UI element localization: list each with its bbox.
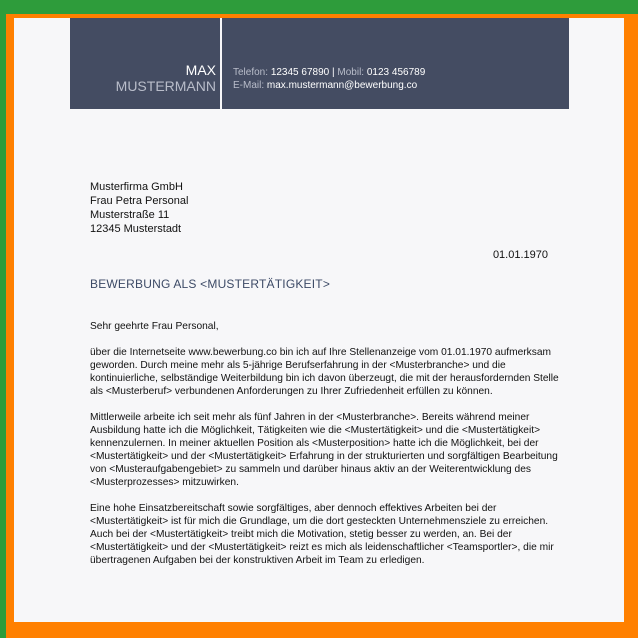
letter-subject: BEWERBUNG ALS <MUSTERTÄTIGKEIT> xyxy=(90,277,331,291)
recipient-city: 12345 Musterstadt xyxy=(90,223,182,235)
mobile-value: 0123 456789 xyxy=(366,67,426,78)
contact-separator: | xyxy=(332,67,335,78)
recipient-street: Musterstraße 11 xyxy=(90,209,170,221)
letter-body xyxy=(90,320,560,580)
green-border-top xyxy=(0,0,638,14)
contact-phone-line xyxy=(233,66,425,79)
letter-date: 01.01.1970 xyxy=(492,249,548,261)
paragraph-3: Eine hohe Einsatzbereitschaft sowie sorgfältiges, aber dennoch effektives Arbeiten bei der <Mustertätigkeit> ist für mich die Grundlage, um die dort gesteckten Unternehmensziele zu erreichen. Auch bei der <Mustertätigkeit> treibt mich die Motivation, stetig besser zu werden, an. Bei der <Mustertätigkeit> und der <Mustertätigkeit> reizt es mich als leidenschaftlicher <Teamsportler>, die mir übertragenen Aufgaben bei der konstruktiven Arbeit im Team zu erledigen. xyxy=(90,503,554,566)
recipient-company: Musterfirma GmbH xyxy=(90,181,183,193)
salutation: Sehr geehrte Frau Personal, xyxy=(90,321,219,332)
last-name: MUSTERMANN xyxy=(115,78,216,94)
recipient-person: Frau Petra Personal xyxy=(90,195,189,207)
letter-page xyxy=(14,18,624,622)
letter-header xyxy=(70,18,569,109)
contact-email-line xyxy=(233,79,425,92)
mobile-label: Mobil: xyxy=(337,67,365,78)
recipient-address xyxy=(90,180,188,236)
applicant-name xyxy=(116,62,216,94)
phone-label: Telefon: xyxy=(233,67,269,78)
contact-info xyxy=(233,66,425,92)
email-value: max.mustermann@bewerbung.co xyxy=(266,80,418,91)
first-name: MAX xyxy=(185,62,216,78)
paragraph-2: Mittlerweile arbeite ich seit mehr als fünf Jahren in der <Musterbranche>. Bereits während meiner Ausbildung hatte ich die Möglichkeit, Tätigkeiten wie die <Mustertätigkeit> und die <Mustertätigkeit> kennenzulernen. In meiner aktuellen Position als <Musterposition> hatte ich die Möglichkeit, bei der <Mustertätigkeit> und der <Mustertätigkeit> Erfahrung in der strukturierten und sorgfältigen Bearbeitung von <Musteraufgabengebiet> zu sammeln und darüber hinaus aktiv an der Weiterentwicklung des <Musterprozesses> mitzuwirken. xyxy=(90,412,558,488)
header-divider xyxy=(220,18,222,109)
green-border-left xyxy=(0,0,6,638)
paragraph-1: über die Internetseite www.bewerbung.co bin ich auf Ihre Stellenanzeige vom 01.01.1970 aufmerksam geworden. Durch meine mehr als 5-jährige Berufserfahrung in der <Musterbranche> und die kontinuierliche, selbständige Weiterbildung bin ich davon überzeugt, die mit der herausfordernden Stelle als <Musterberuf> verbundenen Anforderungen zu Ihrer Zufriedenheit erfüllen zu können. xyxy=(90,347,559,397)
email-label: E-Mail: xyxy=(233,80,265,91)
phone-value: 12345 67890 xyxy=(270,67,330,78)
